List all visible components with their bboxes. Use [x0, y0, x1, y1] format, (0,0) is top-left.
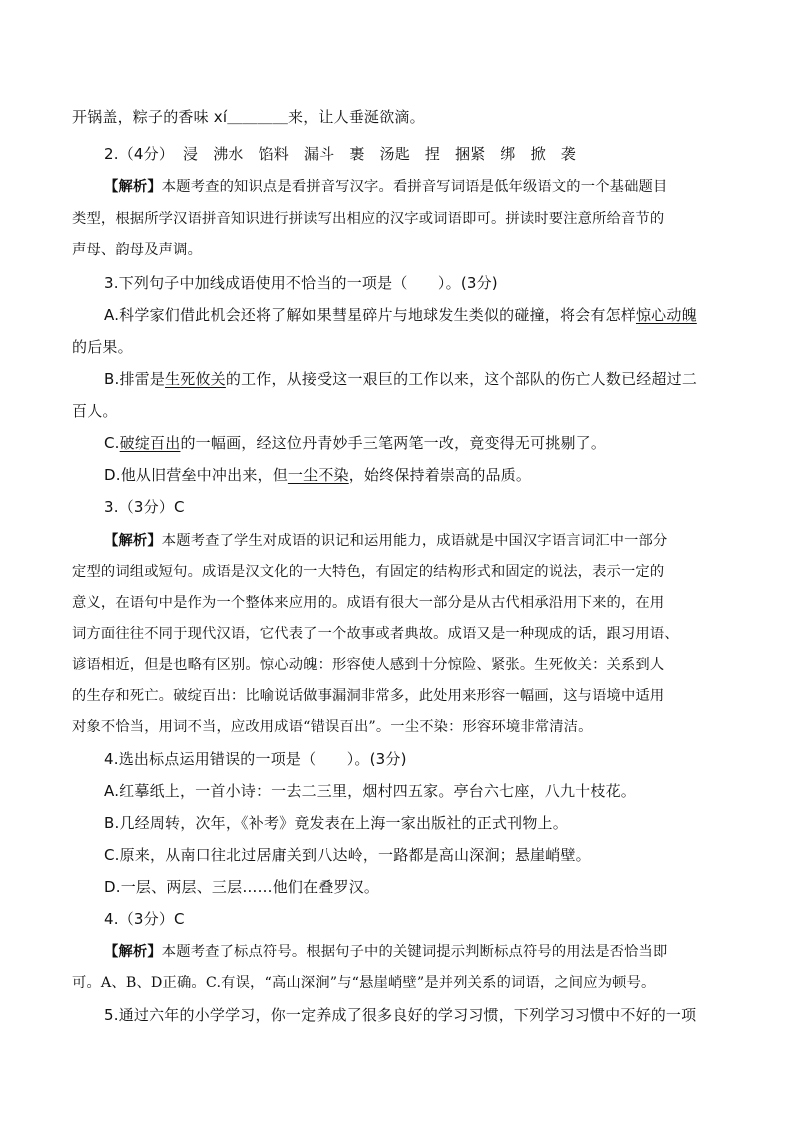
- underlined-idiom: 惊心动魄: [635, 306, 697, 324]
- option-d: [104, 465, 724, 485]
- answer-2-line: [104, 144, 724, 164]
- explanation-3-line: 对象不恰当，用词不当，应改用成语“错误百出”。一尘不染：形容环境非常清洁。: [72, 719, 593, 735]
- explanation-3-line: [104, 531, 724, 551]
- question-3-stem: 3.下列句子中加线成语使用不恰当的一项是（ ）。(3分): [104, 274, 498, 292]
- question-5-stem: 5.通过六年的小学学习，你一定养成了很多良好的学习习惯，下列学习习惯中不好的一项: [104, 1006, 697, 1024]
- underlined-idiom: 生死攸关: [165, 370, 226, 388]
- explanation-text: 本题考查了学生对成语的识记和运用能力，成语就是中国汉字语言词汇中一部分: [161, 533, 668, 549]
- answer-word: 捏: [424, 145, 441, 163]
- answer-word: 掀: [530, 145, 546, 163]
- answer-word: 沸水: [213, 145, 244, 163]
- explanation-tag: 【解析】: [104, 179, 162, 195]
- question-4-stem: 4.选出标点运用错误的一项是（ ）。(3分): [104, 750, 407, 768]
- option-text: 的工作，从接受这一艰巨的工作以来，这个部队的伤亡人数已经超过二: [225, 370, 698, 388]
- option-text: C.: [104, 434, 120, 452]
- question-line-fill-blank: 开锅盖，粽子的香味 xí＿＿＿＿来，让人垂涎欲滴。: [72, 108, 425, 126]
- option-a: A.红摹纸上，一首小诗：一去二三里，烟村四五家。亭台六七座，八九十枝花。: [104, 782, 636, 800]
- option-text: A.科学家们借此机会还将了解如果彗星碎片与地球发生类似的碰撞，将会有怎样: [104, 306, 636, 324]
- answer-word: 裹: [349, 145, 365, 163]
- explanation-3-line: 词方面往往不同于现代汉语，它代表了一个故事或者典故。成语又是一种现成的话，跟习用语、: [72, 626, 679, 642]
- answer-4: 4.（3分）C: [104, 910, 185, 928]
- explanation-3-line: 定型的词组或短句。成语是汉文化的一大特色，有固定的结构形式和固定的说法，表示一定的: [72, 564, 665, 580]
- explanation-2-line: 声母、韵母及声调。: [72, 242, 203, 258]
- explanation-tag: 【解析】: [104, 533, 162, 549]
- option-b: B.几经周转，次年，《补考》竟发表在上海一家出版社的正式刊物上。: [104, 814, 568, 832]
- option-text: D.他从旧营垒中冲出来，但: [104, 466, 288, 484]
- option-b: [104, 369, 724, 389]
- option-text: B.排雷是: [104, 370, 166, 388]
- explanation-text: 本题考查的知识点是看拼音写汉字。看拼音写词语是低年级语文的一个基础题目: [161, 179, 668, 195]
- answer-number: 2.（4分）: [104, 145, 175, 163]
- explanation-4-line: 可。A、B、D正确。C.有误，“高山深涧”与“悬崖峭壁”是并列关系的词语，之间应为顿号。: [72, 975, 656, 991]
- option-d: D.一层、两层、三层……他们在叠罗汉。: [104, 878, 380, 896]
- answer-word: 浸: [183, 145, 199, 163]
- answer-3: 3.（3分）C: [104, 498, 185, 516]
- answer-word: 捆紧: [455, 145, 486, 163]
- explanation-3-line: 意义，在语句中是作为一个整体来应用的。成语有很大一部分是从古代相承沿用下来的，在用: [72, 595, 665, 611]
- option-c: C.原来，从南口往北过居庸关到八达岭，一路都是高山深涧；悬崖峭壁。: [104, 846, 591, 864]
- answer-word: 馅料: [258, 145, 289, 163]
- option-a-cont: 的后果。: [72, 338, 133, 356]
- explanation-3-line: 的生存和死亡。破绽百出：比喻说话做事漏洞非常多，此处用来形容一幅画，这与语境中适用: [72, 688, 665, 704]
- option-a: [104, 305, 724, 325]
- answer-word: 绑: [500, 145, 516, 163]
- option-text: 的一幅画，经这位丹青妙手三笔两笔一改，竟变得无可挑剔了。: [180, 434, 607, 452]
- underlined-idiom: 破绽百出: [119, 434, 181, 452]
- explanation-2-line: 类型，根据所学汉语拼音知识进行拼读写出相应的汉字或词语即可。拼读时要注意所给音节的: [72, 211, 665, 227]
- answer-word: 漏斗: [303, 145, 335, 163]
- option-text: ，始终保持着崇高的品质。: [348, 466, 532, 484]
- underlined-idiom: 一尘不染: [287, 466, 349, 484]
- explanation-text: 本题考查了标点符号。根据句子中的关键词提示判断标点符号的用法是否恰当即: [161, 944, 668, 960]
- option-b-cont: 百人。: [72, 402, 118, 420]
- answer-word: 袭: [560, 145, 576, 163]
- explanation-2-line: [104, 177, 724, 197]
- explanation-3-line: 谚语相近，但是也略有区别。惊心动魄：形容使人感到十分惊险、紧张。生死攸关：关系到人: [72, 657, 665, 673]
- answer-word: 汤匙: [379, 145, 410, 163]
- explanation-tag: 【解析】: [104, 944, 162, 960]
- option-c: [104, 433, 724, 453]
- explanation-4-line: [104, 942, 724, 962]
